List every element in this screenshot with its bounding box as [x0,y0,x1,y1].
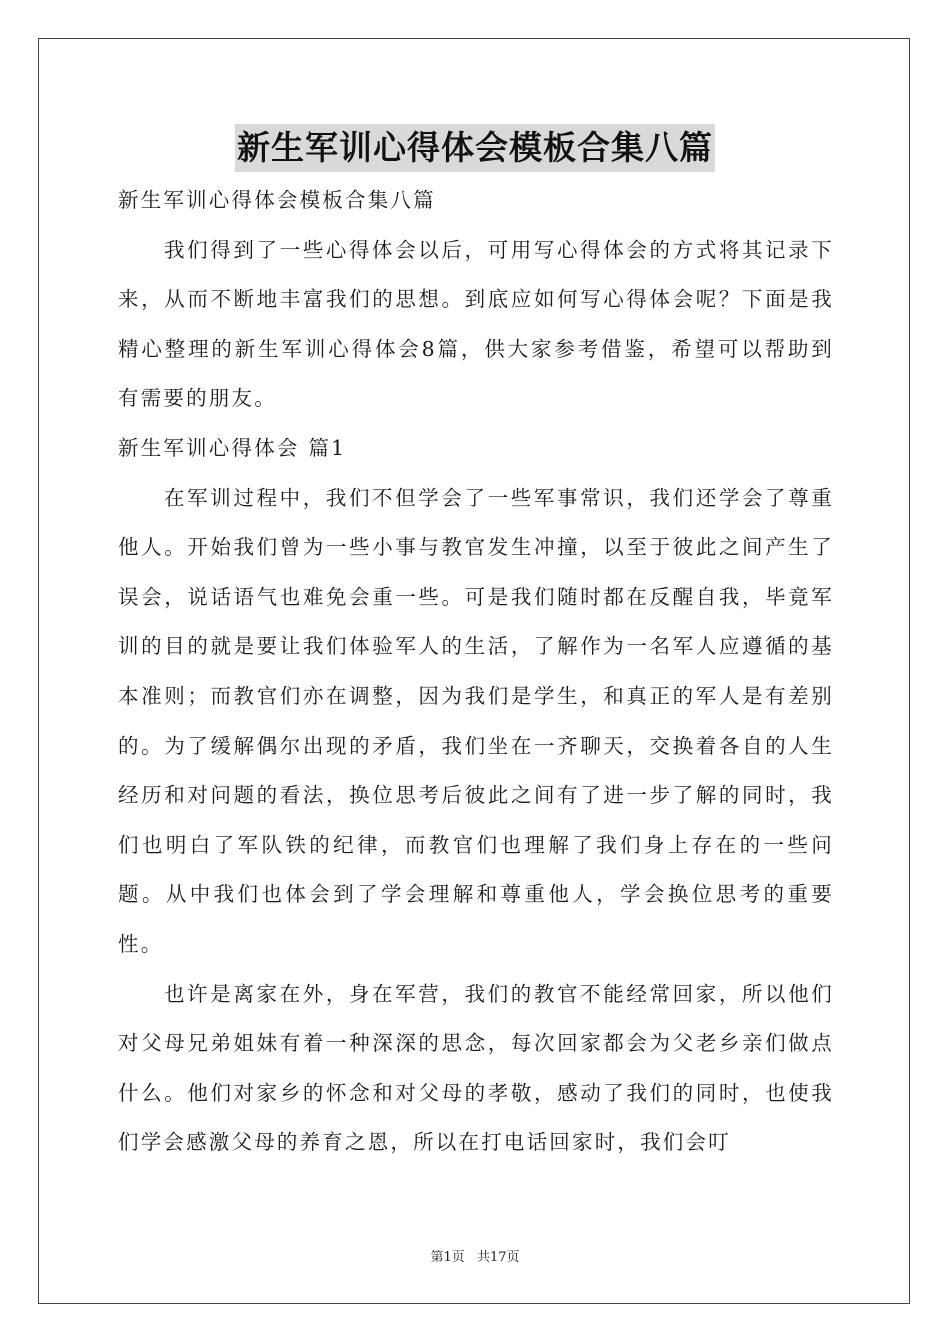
document-subtitle: 新生军训心得体会模板合集八篇 [118,188,436,212]
page-number-current: 第1页 [430,1250,465,1265]
title-wrap [0,124,950,172]
document-body [118,176,834,1168]
page-footer [0,1246,950,1265]
section-heading: 新生军训心得体会 篇1 [118,435,347,460]
page-number-total: 共17页 [476,1250,520,1265]
intro-paragraph: 我们得到了一些心得体会以后，可用写心得体会的方式将其记录下来，从而不断地丰富我们的思想。到底应如何写心得体会呢？下面是我精心整理的新生军训心得体会8篇，供大家参考借鉴，希望可以帮助到有需要的朋友。 [118,237,834,411]
body-paragraph-1: 在军训过程中，我们不但学会了一些军事常识，我们还学会了尊重他人。开始我们曾为一些小事与教官发生冲撞，以至于彼此之间产生了误会，说话语气也难免会重一些。可是我们随时都在反醒自我，毕竟军训的目的就是要让我们体验军人的生活，了解作为一名军人应遵循的基本准则；而教官们亦在调整，因为我们是学生，和真正的军人是有差别的。为了缓解偶尔出现的矛盾，我们坐在一齐聊天，交换着各自的人生经历和对问题的看法，换位思考后彼此之间有了进一步了解的同时，我们也明白了军队铁的纪律，而教官们也理解了我们身上存在的一些问题。从中我们也体会到了学会理解和尊重他人，学会换位思考的重要性。 [118,485,834,956]
body-paragraph-2: 也许是离家在外，身在军营，我们的教官不能经常回家，所以他们对父母兄弟姐妹有着一种深深的思念，每次回家都会为父老乡亲们做点什么。他们对家乡的怀念和对父母的孝敬，感动了我们的同时，也使我们学会感激父母的养育之恩，所以在打电话回家时，我们会叮 [118,981,834,1155]
document-title: 新生军训心得体会模板合集八篇 [235,124,715,172]
